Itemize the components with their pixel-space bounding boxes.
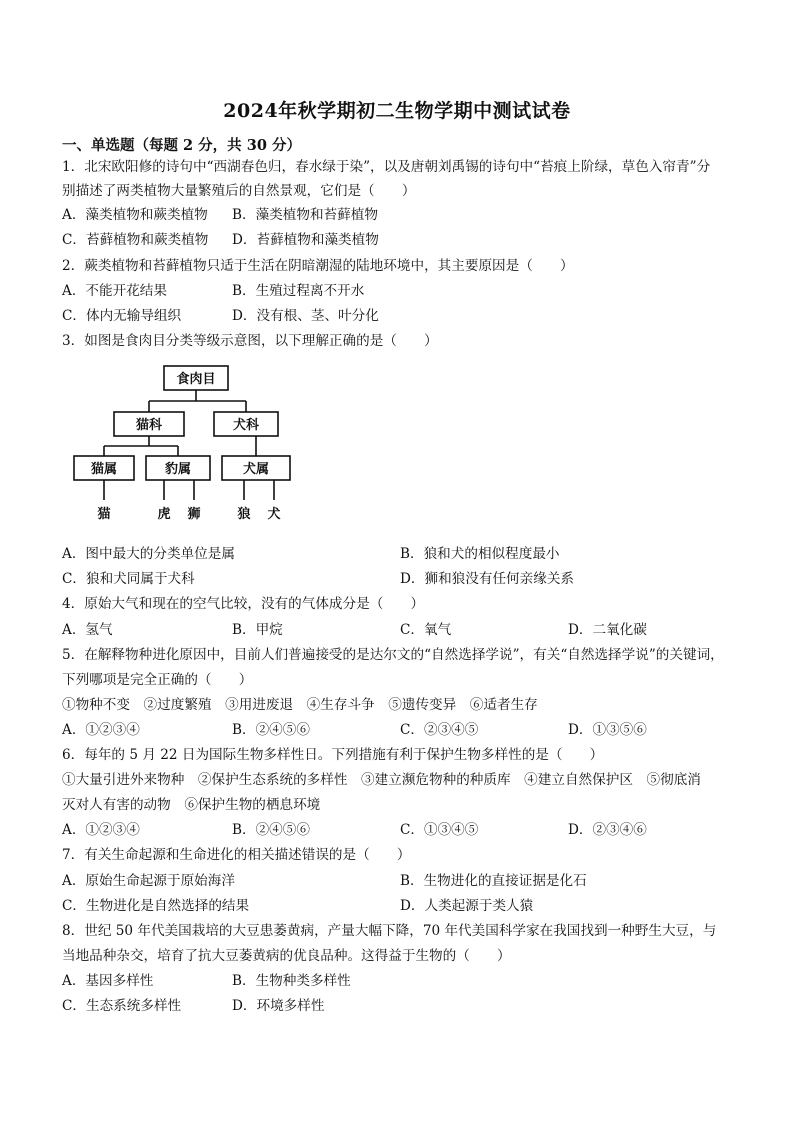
diagram-label-order: 食肉目 (176, 372, 216, 387)
q4-option-b: B．甲烷 (232, 622, 283, 638)
q7-option-d: D．人类起源于类人猿 (400, 898, 534, 914)
q5-option-a: A．①②③④ (62, 722, 140, 738)
q8-option-a: A．基因多样性 (62, 973, 154, 989)
q5-stem-line1: 5．在解释物种进化原因中，目前人们普遍接受的是达尔文的“自然选择学说”，有关“自然选择学说”的关键词， (62, 647, 724, 663)
diagram-label-family2: 犬科 (232, 418, 260, 433)
q5-option-b: B．②④⑤⑥ (232, 722, 310, 738)
diagram-label-species5: 犬 (267, 507, 281, 522)
diagram-label-genus3: 犬属 (242, 462, 270, 477)
q8-stem-line2: 当地品种杂交，培育了抗大豆萎黄病的优良品种。这得益于生物的（ ） (62, 948, 511, 964)
diagram-label-species4: 狼 (237, 507, 251, 522)
q1-stem-line2: 别描述了两类植物大量繁殖后的自然景观，它们是（ ） (62, 183, 416, 199)
q4-stem-line1: 4．原始大气和现在的空气比较，没有的气体成分是（ ） (62, 596, 425, 612)
classification-diagram (66, 356, 306, 536)
q6-stem-line2: ①大量引进外来物种 ②保护生态系统的多样性 ③建立濒危物种的种质库 ④建立自然保护区 ⑤彻底消 (62, 772, 701, 788)
diagram-label-species3: 狮 (187, 507, 201, 522)
q2-option-a: A．不能开花结果 (62, 283, 167, 299)
q5-option-d: D．①③⑤⑥ (568, 722, 647, 738)
q3-option-c: C．狼和犬同属于犬科 (62, 571, 195, 587)
q8-option-b: B．生物种类多样性 (232, 973, 351, 989)
q8-option-c: C．生态系统多样性 (62, 998, 182, 1014)
q7-option-c: C．生物进化是自然选择的结果 (62, 898, 250, 914)
q3-option-b: B．狼和犬的相似程度最小 (400, 546, 560, 562)
q1-stem-line1: 1．北宋欧阳修的诗句中“西湖春色归，春水绿于染”，以及唐朝刘禹锡的诗句中“苔痕上阶绿，草色入帘青”分 (62, 159, 711, 175)
q6-option-c: C．①③④⑤ (400, 822, 479, 838)
q6-option-d: D．②③④⑥ (568, 822, 647, 838)
q3-option-a: A．图中最大的分类单位是属 (62, 546, 235, 562)
q1-option-a: A．藻类植物和蕨类植物 (62, 207, 208, 223)
q2-option-d: D．没有根、茎、叶分化 (232, 308, 379, 324)
q5-stem-line3: ①物种不变 ②过度繁殖 ③用进废退 ④生存斗争 ⑤遗传变异 ⑥适者生存 (62, 697, 538, 713)
q8-stem-line1: 8．世纪 50 年代美国栽培的大豆患萎黄病，产量大幅下降，70 年代美国科学家在我国找到一种野生大豆，与 (62, 923, 717, 939)
q6-stem-line1: 6．每年的 5 月 22 日为国际生物多样性日。下列措施有利于保护生物多样性的是（ ） (62, 747, 604, 763)
q1-option-b: B．藻类植物和苔藓植物 (232, 207, 378, 223)
q1-option-c: C．苔藓植物和蕨类植物 (62, 232, 209, 248)
q6-option-a: A．①②③④ (62, 822, 140, 838)
page-title: 2024年秋学期初二生物学期中测试试卷 (223, 100, 571, 122)
diagram-label-family1: 猫科 (135, 418, 163, 433)
q3-stem-line1: 3．如图是食肉目分类等级示意图，以下理解正确的是（ ） (62, 333, 438, 349)
q3-option-d: D．狮和狼没有任何亲缘关系 (400, 571, 575, 587)
diagram-label-species2: 虎 (157, 507, 171, 522)
q5-option-c: C．②③④⑤ (400, 722, 479, 738)
q2-option-c: C．体内无输导组织 (62, 308, 182, 324)
q2-stem-line1: 2．蕨类植物和苔藓植物只适于生活在阴暗潮湿的陆地环境中，其主要原因是（ ） (62, 258, 574, 274)
q4-option-a: A．氢气 (62, 622, 113, 638)
section-heading: 一、单选题（每题 2 分，共 30 分） (62, 137, 301, 154)
q4-option-c: C．氧气 (400, 622, 452, 638)
q7-option-b: B．生物进化的直接证据是化石 (400, 873, 587, 889)
q1-option-d: D．苔藓植物和藻类植物 (232, 232, 379, 248)
q2-option-b: B．生殖过程离不开水 (232, 283, 365, 299)
diagram-label-genus1: 猫属 (90, 462, 118, 477)
q7-option-a: A．原始生命起源于原始海洋 (62, 873, 235, 889)
q8-option-d: D．环境多样性 (232, 998, 325, 1014)
diagram-label-genus2: 豹属 (164, 462, 192, 477)
q6-option-b: B．②④⑤⑥ (232, 822, 310, 838)
q4-option-d: D．二氧化碳 (568, 622, 647, 638)
q5-stem-line2: 下列哪项是完全正确的（ ） (62, 672, 253, 688)
diagram-label-species1: 猫 (97, 507, 111, 522)
q6-stem-line3: 灭对人有害的动物 ⑥保护生物的栖息环境 (62, 797, 321, 813)
q7-stem-line1: 7．有关生命起源和生命进化的相关描述错误的是（ ） (62, 847, 411, 863)
